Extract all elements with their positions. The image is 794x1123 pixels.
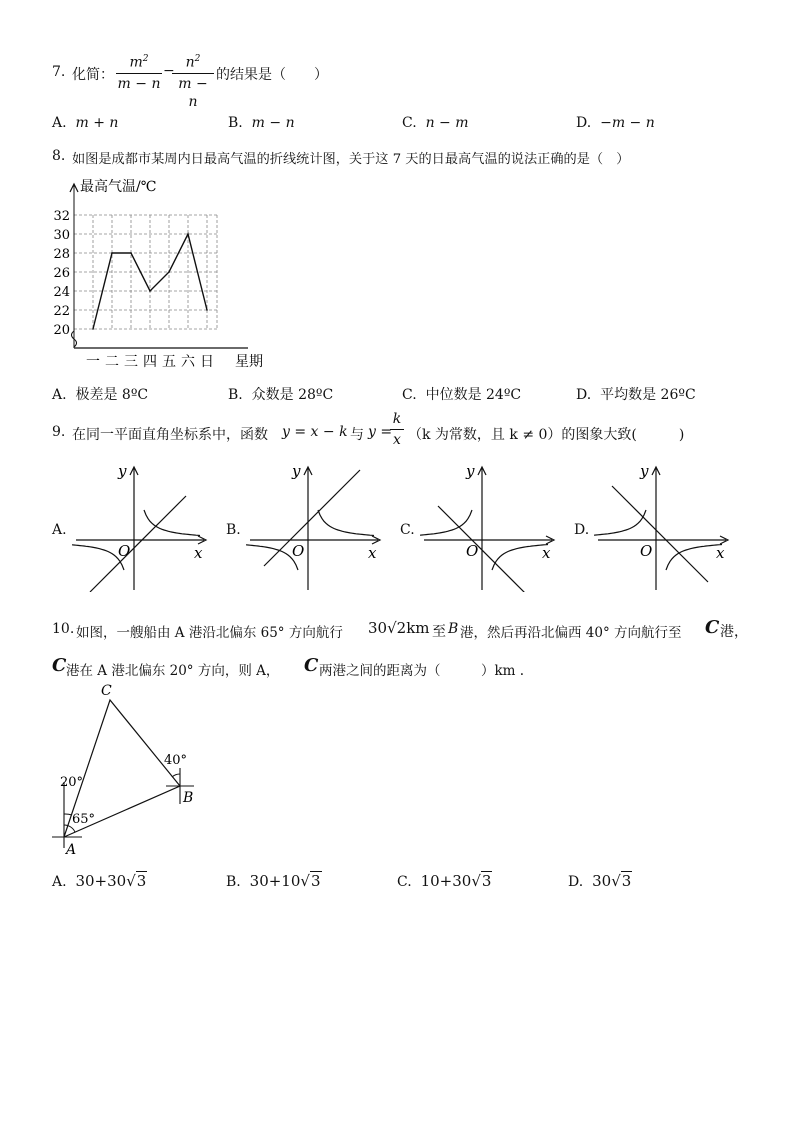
navigation-figure	[48, 680, 208, 860]
data-point	[111, 252, 113, 254]
y-tick-label: 28	[53, 247, 70, 262]
q7-suffix: 的结果是（ ）	[216, 67, 328, 83]
hyperbola-branch	[144, 510, 200, 536]
data-point	[187, 233, 189, 235]
angle-40-label: 40°	[164, 753, 188, 768]
q10-stem-1b: 至	[432, 624, 446, 640]
y-axis-label: y	[466, 462, 475, 480]
x-tick-label: 六	[181, 354, 195, 370]
x-axis-label: x	[368, 544, 377, 562]
data-point	[92, 328, 94, 330]
q7-option-a[interactable]: A. m + n	[52, 115, 119, 131]
x-tick-label: 三	[124, 354, 138, 370]
origin-label: O	[640, 542, 653, 560]
y-axis-label: y	[640, 462, 649, 480]
q9-option-label: D.	[574, 522, 590, 538]
q9-number: 9.	[52, 424, 66, 440]
label-a: A	[66, 842, 77, 858]
q10-stem-2b: 两港之间的距离为（ ）km .	[319, 663, 525, 679]
linear-function-line	[612, 486, 708, 582]
q7-minus: −	[163, 63, 175, 79]
origin-label: O	[118, 542, 131, 560]
chart-axes	[70, 184, 248, 348]
q10-option-a[interactable]: A. 30+30√3	[52, 872, 147, 890]
q8-option-c[interactable]: C. 中位数是 24ºC	[402, 387, 522, 403]
q9-option-label: C.	[400, 522, 415, 538]
linear-function-line	[264, 470, 360, 566]
chart-grid	[74, 215, 217, 329]
q9-function-1: y = x − k	[282, 424, 348, 440]
chart-x-axis-label: 星期	[235, 354, 263, 370]
q9-function-2-left: y =	[368, 424, 393, 440]
q8-option-b[interactable]: B. 众数是 28ºC	[228, 387, 334, 403]
hyperbola-branch	[492, 545, 548, 571]
chart-y-axis-label: 最高气温/℃	[80, 179, 157, 195]
q10-port-b: B	[448, 621, 459, 637]
q9-stem-b: 与	[350, 427, 364, 443]
q8-number: 8.	[52, 148, 66, 164]
q10-number: 10.	[52, 621, 75, 637]
y-tick-label: 30	[53, 228, 70, 243]
q7-fraction-1: $m^2$ m − n	[117, 54, 161, 92]
temperature-line-chart	[44, 172, 284, 372]
hyperbola-branch	[594, 510, 646, 536]
q9-stem-c: （k 为常数，且 k ≠ 0）的图象大致( )	[408, 427, 685, 443]
data-point	[168, 271, 170, 273]
q9-graph	[246, 462, 396, 592]
x-tick-label: 四	[143, 354, 157, 370]
y-axis-label: y	[118, 462, 127, 480]
q7-number: 7.	[52, 64, 66, 80]
x-tick-label: 日	[200, 354, 214, 370]
q9-graph	[72, 462, 222, 592]
q7-fraction-2: $n^2$ m − n	[172, 50, 214, 111]
label-b: B	[183, 790, 194, 806]
y-tick-label: 26	[53, 266, 70, 281]
q9-graph	[594, 462, 744, 592]
q8-option-d[interactable]: D. 平均数是 26ºC	[576, 387, 696, 403]
data-point	[130, 252, 132, 254]
q10-distance: 30√2km	[368, 619, 430, 637]
q10-stem-2a: 港在 A 港北偏东 20° 方向，则 A，	[66, 663, 280, 679]
linear-function-line	[438, 506, 534, 592]
q10-option-d[interactable]: D. 30√3	[568, 872, 632, 890]
angle-20-label: 20°	[60, 775, 84, 790]
q9-function-2-fraction: k x	[390, 410, 404, 449]
y-tick-label: 24	[53, 285, 70, 300]
origin-label: O	[292, 542, 305, 560]
q10-stem-1c: 港，然后再沿北偏西 40° 方向航行至	[460, 625, 682, 641]
angle-65-label: 65°	[72, 812, 96, 827]
x-tick-label: 二	[105, 354, 119, 370]
q10-stem-1a: 如图，一艘船由 A 港沿北偏东 65° 方向航行	[76, 625, 343, 641]
chart-ticks	[53, 209, 214, 370]
q7-option-b[interactable]: B. m − n	[228, 115, 295, 131]
y-axis-label: y	[292, 462, 301, 480]
q9-graph	[420, 462, 570, 592]
q8-stem: 如图是成都市某周内日最高气温的折线统计图，关于这 7 天的日最高气温的说法正确的是（ ）	[72, 152, 630, 167]
y-tick-label: 32	[53, 209, 70, 224]
y-tick-label: 20	[53, 323, 70, 338]
hyperbola-branch	[318, 510, 374, 536]
x-axis-label: x	[716, 544, 725, 562]
q10-option-c[interactable]: C. 10+30√3	[397, 872, 492, 890]
q10-port-c-2: C	[52, 655, 67, 676]
x-axis-label: x	[542, 544, 551, 562]
x-tick-label: 五	[162, 354, 176, 370]
label-c: C	[101, 683, 112, 699]
q9-option-label: B.	[226, 522, 241, 538]
q9-stem-a: 在同一平面直角坐标系中，函数	[72, 427, 268, 443]
q8-option-a[interactable]: A. 极差是 8ºC	[52, 387, 149, 403]
q10-port-c-3: C	[304, 655, 319, 676]
data-point	[206, 309, 208, 311]
q7-option-c[interactable]: C. n − m	[402, 115, 469, 131]
q10-stem-1d: 港，	[720, 624, 748, 640]
q7-prefix: 化简：	[72, 67, 114, 83]
origin-label: O	[466, 542, 479, 560]
q9-option-label: A.	[52, 522, 67, 538]
data-point	[149, 290, 151, 292]
q10-port-c: C	[705, 617, 720, 638]
x-tick-label: 一	[86, 354, 100, 370]
q10-option-b[interactable]: B. 30+10√3	[226, 872, 321, 890]
x-axis-label: x	[194, 544, 203, 562]
y-tick-label: 22	[53, 304, 70, 319]
q7-option-d[interactable]: D. −m − n	[576, 115, 655, 131]
linear-function-line	[90, 496, 186, 592]
